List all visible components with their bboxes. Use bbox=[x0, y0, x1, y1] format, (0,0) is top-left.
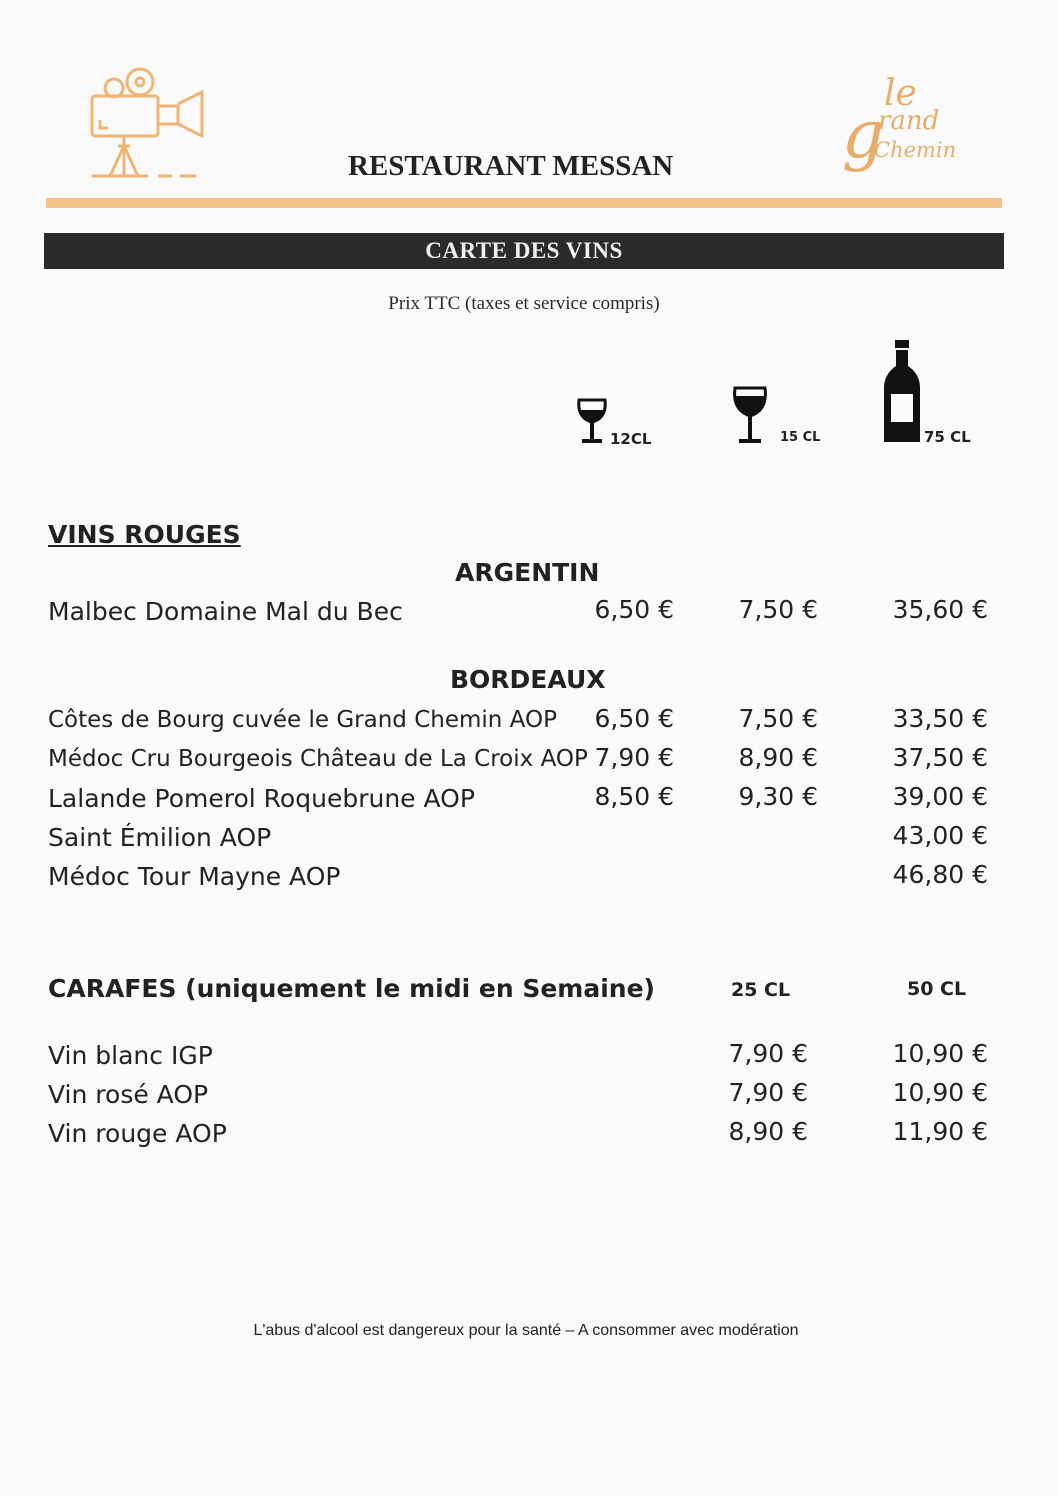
wine-glass-icon bbox=[732, 386, 768, 444]
carafe-name: Vin rouge AOP bbox=[48, 1119, 227, 1148]
price-25cl: 8,90 € bbox=[728, 1117, 808, 1146]
price-12cl: 6,50 € bbox=[594, 704, 674, 733]
carafe-size-25cl: 25 CL bbox=[731, 979, 791, 1001]
price-12cl: 6,50 € bbox=[594, 595, 674, 624]
price-note: Prix TTC (taxes et service compris) bbox=[388, 293, 660, 314]
wine-name: Médoc Cru Bourgeois Château de La Croix AOP bbox=[48, 746, 588, 772]
price-75cl: 37,50 € bbox=[892, 743, 988, 772]
price-25cl: 7,90 € bbox=[728, 1078, 808, 1107]
wine-name: Saint Émilion AOP bbox=[48, 823, 272, 852]
carafe-name: Vin blanc IGP bbox=[48, 1041, 213, 1070]
price-15cl: 7,50 € bbox=[738, 704, 818, 733]
section-vins-rouges: VINS ROUGES bbox=[48, 520, 241, 549]
wine-bottle-icon bbox=[882, 338, 922, 444]
health-warning: L'abus d'alcool est dangereux pour la santé – A consommer avec modération bbox=[253, 1322, 799, 1339]
price-50cl: 11,90 € bbox=[892, 1117, 988, 1146]
size-label-12cl: 12CL bbox=[610, 430, 652, 448]
carafe-size-50cl: 50 CL bbox=[907, 978, 967, 1000]
grand-chemin-logo: le g rand Chemin bbox=[842, 73, 957, 173]
wine-name: Lalande Pomerol Roquebrune AOP bbox=[48, 784, 475, 813]
size-label-75cl: 75 CL bbox=[924, 428, 971, 446]
section-carafes: CARAFES (uniquement le midi en Semaine) bbox=[48, 974, 655, 1003]
price-75cl: 46,80 € bbox=[892, 860, 988, 889]
restaurant-title: RESTAURANT MESSAN bbox=[348, 150, 674, 182]
wine-name: Côtes de Bourg cuvée le Grand Chemin AOP bbox=[48, 707, 557, 733]
region-bordeaux: BORDEAUX bbox=[450, 665, 606, 694]
price-15cl: 9,30 € bbox=[738, 782, 818, 811]
price-75cl: 39,00 € bbox=[892, 782, 988, 811]
price-75cl: 43,00 € bbox=[892, 821, 988, 850]
price-75cl: 35,60 € bbox=[892, 595, 988, 624]
size-label-15cl: 15 CL bbox=[780, 430, 821, 445]
carafe-name: Vin rosé AOP bbox=[48, 1080, 209, 1109]
price-50cl: 10,90 € bbox=[892, 1039, 988, 1068]
wine-name: Malbec Domaine Mal du Bec bbox=[48, 597, 403, 626]
price-25cl: 7,90 € bbox=[728, 1039, 808, 1068]
price-15cl: 8,90 € bbox=[738, 743, 818, 772]
price-12cl: 7,90 € bbox=[594, 743, 674, 772]
banner-title: CARTE DES VINS bbox=[425, 238, 623, 263]
price-15cl: 7,50 € bbox=[738, 595, 818, 624]
wine-glass-icon bbox=[576, 398, 608, 444]
movie-camera-icon bbox=[88, 66, 208, 184]
region-argentin: ARGENTIN bbox=[455, 558, 600, 587]
header-divider bbox=[46, 198, 1002, 208]
price-50cl: 10,90 € bbox=[892, 1078, 988, 1107]
price-12cl: 8,50 € bbox=[594, 782, 674, 811]
wine-name: Médoc Tour Mayne AOP bbox=[48, 862, 341, 891]
wine-list-banner bbox=[44, 233, 1004, 269]
price-75cl: 33,50 € bbox=[892, 704, 988, 733]
